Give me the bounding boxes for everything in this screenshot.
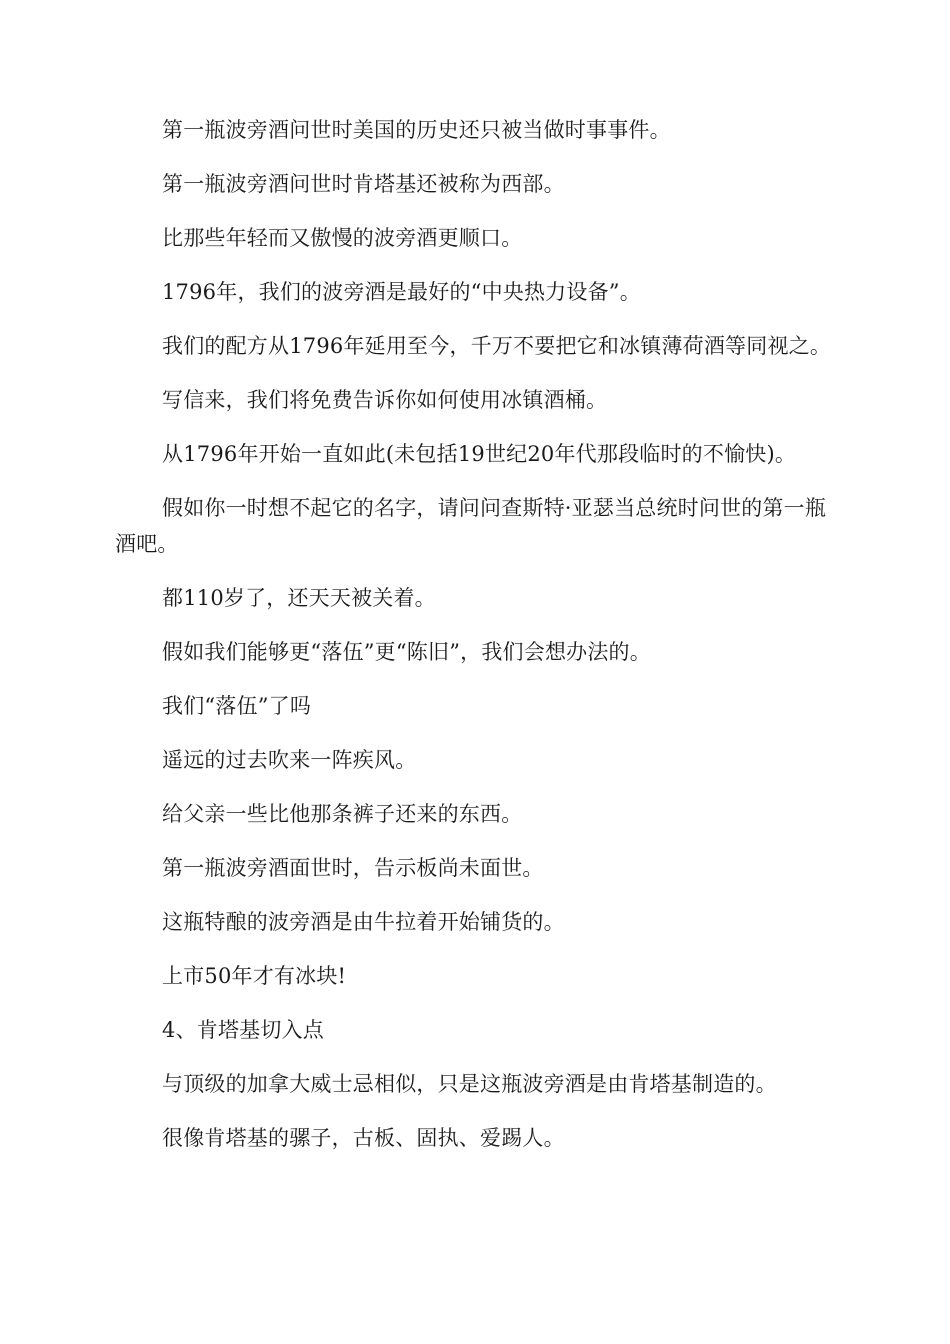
paragraph: 第一瓶波旁酒面世时，告示板尚未面世。 [162,856,544,880]
paragraph: 上市50年才有冰块! [162,964,347,988]
paragraph: 遥远的过去吹来一阵疾风。 [162,748,417,772]
paragraph: 假如你一时想不起它的名字，请问问查斯特·亚瑟当总统时问世的第一瓶酒吧。 [115,496,827,556]
section-heading: 4、肯塔基切入点 [162,1018,324,1042]
paragraph: 给父亲一些比他那条裤子还来的东西。 [162,802,523,826]
document-page [115,112,835,1174]
paragraph: 写信来，我们将免费告诉你如何使用冰镇酒桶。 [162,388,608,412]
paragraph: 都110岁了，还天天被关着。 [162,586,436,610]
paragraph: 我们“落伍”了吗 [162,694,312,718]
paragraph: 与顶级的加拿大威士忌相似，只是这瓶波旁酒是由肯塔基制造的。 [162,1072,777,1096]
paragraph: 比那些年轻而又傲慢的波旁酒更顺口。 [162,226,523,250]
paragraph: 第一瓶波旁酒问世时美国的历史还只被当做时事事件。 [162,118,671,142]
paragraph: 从1796年开始一直如此(未包括19世纪20年代那段临时的不愉快)。 [162,442,797,466]
paragraph: 很像肯塔基的骡子，古板、固执、爱踢人。 [162,1126,565,1150]
paragraph: 假如我们能够更“落伍”更“陈旧”，我们会想办法的。 [162,640,651,664]
paragraph: 1796年，我们的波旁酒是最好的“中央热力设备”。 [162,280,641,304]
paragraph: 第一瓶波旁酒问世时肯塔基还被称为西部。 [162,172,565,196]
paragraph: 我们的配方从1796年延用至今，千万不要把它和冰镇薄荷酒等同视之。 [162,334,832,358]
paragraph: 这瓶特酿的波旁酒是由牛拉着开始铺货的。 [162,910,565,934]
